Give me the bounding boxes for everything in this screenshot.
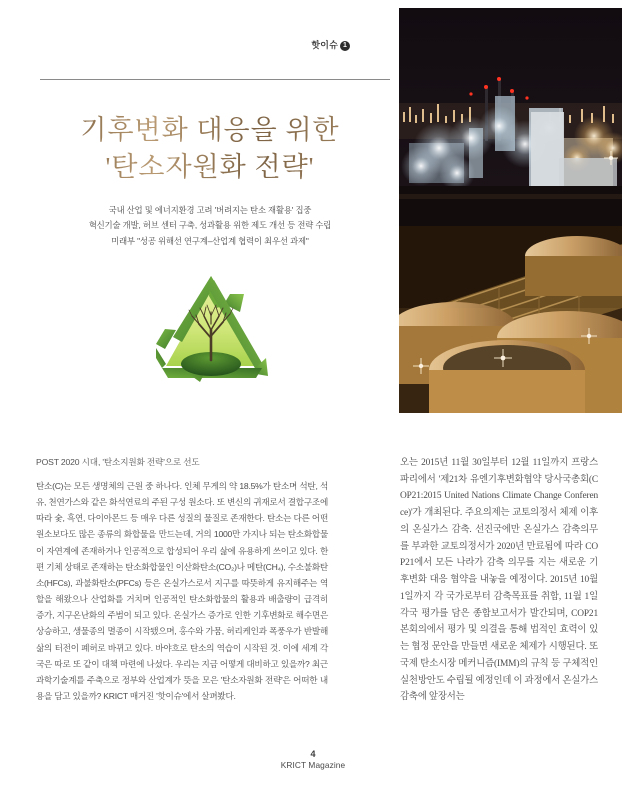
page-number: 4 [310, 749, 316, 759]
title-line-1: 기후변화 대응을 위한 [30, 112, 390, 149]
header-divider [40, 79, 390, 80]
subtitle-line-1: 국내 산업 및 에너지환경 고려 '버려지는 탄소 재활용' 집중 [108, 205, 312, 215]
body-column-right: 오는 2015년 11월 30일부터 12월 11일까지 프랑스 파리에서 '제21차 유엔기후변화협약 당사국총회(COP21:2015 United Nations Climate Change Conference)'가 개최된다. 주요의제는 교토의정서 체제 이후의 온실가스 감축. 선진국에만 온실가스 감축의무를 부과한 교토의정서가 2020년 만료됨에 따라 COP21에서 모든 나라가 감축 의무를 지는 새로운 기후변화 대응 협약을 내놓을 예정이다. 2015년 10월 1일까지 각 국가로부터 감축목표를 취합, 11월 1일 각국 평가를 담은 종합보고서가 발간되며, COP21 본회의에서 평가 및 의결을 통해 법적인 효력이 있는 협정 문안을 만들면 새로운 체제가 시행된다. 또 국제 탄소시장 메커니즘(IMM)의 규칙 등 구체적인 실천방안도 수립될 예정인데 이 과정에서 온실가스 감축에 앞장서는 [400, 458, 599, 703]
issue-number-badge: 1 [340, 41, 350, 51]
running-head [0, 38, 390, 51]
subtitle-block [30, 203, 390, 249]
lead-in-text: POST 2020 시대, '탄소지원화 전략'으로 선도 [36, 457, 200, 467]
body-column-left: 탄소(C)는 모든 생명체의 근원 중 하나다. 인체 무게의 약 18.5%가 탄소며 석탄, 석유, 천연가스와 같은 화석연료의 주된 구성 원소다. 또 변신의 귀재로서 결합구조에 따라 숯, 흑연, 다이아몬드 등 매우 다른 성질의 물질로 존재한다. 탄소는 다른 어떤 원소보다도 많은 종류의 화합물을 만드는데, 거의 1000만 가지나 되는 탄소화합물이 자연계에 존재하거나 인공적으로 합성되어 우리 삶에 유용하게 쓰이고 있다. 한편 기체 상태로 존재하는 탄소화합물인 이산화탄소(CO₂)나 메탄(CH₄), 수소불화탄소(HFCs), 과불화탄소(PFCs) 등은 온실가스로서 지구를 따뜻하게 유지해주는 역할을 해왔으나 산업화를 거치며 인공적인 탄소화합물의 활용과 배출량이 급격히 증가, 지구온난화의 주범이 되고 있다. 온실가스 증가로 인한 기후변화로 해수면은 상승하고, 생물종의 멸종이 시작됐으며, 홍수와 가뭄, 허리케인과 폭풍우가 반발해 삶의 터전이 폐허로 바뀌고 있다. 바야흐로 탄소의 역습이 시작된 것. 이에 세계 각국은 따로 또 같이 대책 마련에 나섰다. 우리는 지금 어떻게 대비하고 있을까? 최근 과학기술계를 주축으로 정부와 산업계가 뜻을 모은 '탄소자원화 전략'은 어떠한 내용을 담고 있을까? KRICT 매거진 '핫이슈'에서 살펴봤다. [36, 481, 328, 702]
page-footer [0, 748, 626, 771]
recycling-tree-emblem-icon [152, 272, 270, 384]
magazine-name: KRICT Magazine [280, 760, 346, 771]
page-title [30, 112, 390, 187]
subtitle-line-3: 미래부 "성공 위해선 연구계–산업계 협력이 최우선 과제" [111, 235, 309, 246]
title-line-2: '탄소자원화 전략' [30, 149, 390, 186]
subtitle-line-2: 혁신기술 개발, 허브 센터 구축, 성과활용 위한 제도 개선 등 전략 수립 [88, 220, 332, 231]
running-head-label: 핫이슈 [311, 40, 338, 50]
industrial-plant-night-photo [399, 8, 622, 413]
